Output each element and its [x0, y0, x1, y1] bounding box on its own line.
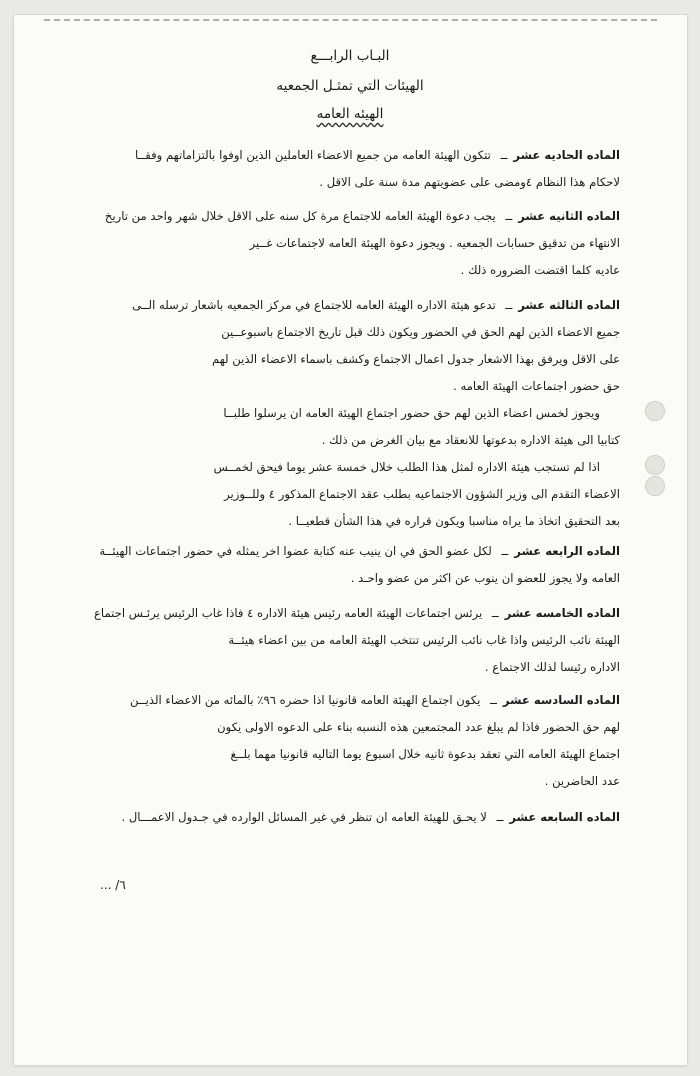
article-text-line: كتابيا الى هيئة الاداره بدعوتها للانعقاد مع بيان الغرض من ذلك . [321, 433, 620, 447]
article-text-line: لاحكام هذا النظام ٤ومضى على عضويتهم مدة سنة على الاقل . [319, 175, 620, 189]
article-text-line: الانتهاء من تدقيق حسابات الجمعيه . ويجوز دعوة الهيئة العامه لاجتماعات غــير [249, 236, 620, 250]
next-page-marker: ٦/ ... [100, 878, 126, 892]
article-text-line: ويجوز لخمس اعضاء الذين لهم حق حضور اجتماع الهيئة العامه ان يرسلوا طلبــا [223, 406, 600, 420]
article-16: الماده السادسه عشرــ يكون اجتماع الهيئة العامه قانونيا اذا حضره ٩٦٪ بالمائه من الاعضاء الذيــن لهم حق الحضور فاذا لم يبلغ عدد المجتمعين هذه النسبه بناء على الدعوه الاولى يكون اجتماع الهيئة العامه التي تعقد بدعوة ثانيه خلال اسبوع يوما التاليه قانونيا مهما بلــغ عدد الحاضرين . [80, 687, 620, 795]
article-12: الماده الثانيه عشرــ يجب دعوة الهيئة العامه للاجتماع مرة كل سنه على الاقل خلال شهر واحد من تاريخ الانتهاء من تدقيق حسابات الجمعيه . ويجوز دعوة الهيئة العامه لاجتماعات غــير عاديه كلما اقتضت الضروره ذلك . [80, 203, 620, 284]
article-text-line: بعد التحقيق اتخاذ ما يراه مناسبا ويكون قراره في هذا الشأن قطعيــا . [288, 514, 620, 528]
chapter-title: الهيئات التي تمثـل الجمعيه [276, 78, 424, 94]
article-label: الماده الرابعه عشر [514, 544, 620, 558]
article-label: الماده الثانيه عشر [518, 209, 620, 223]
article-text-line: جميع الاعضاء الذين لهم الحق في الحضور ويكون ذلك قبل تاريخ الاجتماع باسبوعــين [221, 325, 620, 339]
article-text-line: عدد الحاضرين . [544, 774, 620, 788]
article-14: الماده الرابعه عشرــ لكل عضو الحق في ان ينيب عنه كتابة عضوا اخر يمثله في حضور اجتماعات الهيئــة العامه ولا يجوز للعضو ان ينوب عن اكثر من عضو واحـد . [80, 538, 620, 592]
article-label: الماده السادسه عشر [502, 693, 620, 707]
article-text-line: لكل عضو الحق في ان ينيب عنه كتابة عضوا اخر يمثله في حضور اجتماعات الهيئــة [99, 544, 492, 558]
article-text-line: الاعضاء التقدم الى وزير الشؤون الاجتماعيه بطلب عقد الاجتماع المذكور ٤ وللــوزير [224, 487, 620, 501]
binder-hole [645, 455, 665, 475]
article-text-line: الاداره رئيسا لذلك الاجتماع . [484, 660, 620, 674]
article-label: الماده السابعه عشر [509, 810, 620, 824]
article-text-line: اذا لم تستجب هيئة الاداره لمثل هذا الطلب خلال خمسة عشر يوما فيحق لخمــس [213, 460, 600, 474]
article-15: الماده الخامسه عشرــ يرئس اجتماعات الهيئة العامه رئيس هيئة الاداره ٤ فاذا غاب الرئيس يرئـس اجتماع الهيئة نائب الرئيس واذا غاب نائب الرئيس تنتخب الهيئة العامه من بين اعضاء هيئــة الاداره رئيسا لذلك الاجتماع . [80, 600, 620, 681]
article-text-line: يرئس اجتماعات الهيئة العامه رئيس هيئة الاداره ٤ فاذا غاب الرئيس يرئـس اجتماع [94, 606, 483, 620]
binder-hole [645, 401, 665, 421]
article-text-line: تتكون الهيئة العامه من جميع الاعضاء العاملين الذين اوفوا بالتزاماتهم وفقــا [134, 148, 491, 162]
article-text-line: العامه ولا يجوز للعضو ان ينوب عن اكثر من عضو واحـد . [350, 571, 620, 585]
article-text-line: يكون اجتماع الهيئة العامه قانونيا اذا حضره ٩٦٪ بالمائه من الاعضاء الذيــن [130, 693, 481, 707]
article-text-line: لا يحـق للهيئة العامه ان تنظر في غير المسائل الوارده في جـدول الاعمـــال . [121, 810, 487, 824]
article-text-line: تدعو هيئة الاداره الهيئة العامه للاجتماع في مركز الجمعيه باشعار ترسله الــى [132, 298, 496, 312]
article-text-line: عاديه كلما اقتضت الضروره ذلك . [460, 263, 620, 277]
article-label: الماده الخامسه عشر [504, 606, 620, 620]
article-label: الماده الحاديه عشر [513, 148, 620, 162]
article-text-line: حق حضور اجتماعات الهيئة العامه . [453, 379, 620, 393]
top-edge-line [44, 19, 657, 23]
article-text-line: الهيئة نائب الرئيس واذا غاب نائب الرئيس تنتخب الهيئة العامه من بين اعضاء هيئــة [228, 633, 620, 647]
chapter-heading: البـاب الرابـــع [310, 48, 390, 64]
article-17: الماده السابعه عشرــ لا يحـق للهيئة العامه ان تنظر في غير المسائل الوارده في جـدول الاعمـــال . [121, 810, 620, 824]
section-title: الهيئه العامه [316, 106, 384, 122]
article-text-line: يجب دعوة الهيئة العامه للاجتماع مرة كل سنه على الاقل خلال شهر واحد من تاريخ [104, 209, 496, 223]
article-text-line: لهم حق الحضور فاذا لم يبلغ عدد المجتمعين هذه النسبه بناء على الدعوه الاولى يكون [217, 720, 620, 734]
binder-hole [645, 476, 665, 496]
article-text-line: على الاقل ويرفق بهذا الاشعار جدول اعمال الاجتماع وكشف باسماء الاعضاء الذين لهم [211, 352, 620, 366]
article-label: الماده الثالثه عشر [518, 298, 620, 312]
article-13: الماده الثالثه عشرــ تدعو هيئة الاداره الهيئة العامه للاجتماع في مركز الجمعيه باشعار ترسله الــى جميع الاعضاء الذين لهم الحق في الحضور ويكون ذلك قبل تاريخ الاجتماع باسبوعــين على الاقل ويرفق بهذا الاشعار جدول اعمال الاجتماع وكشف باسماء الاعضاء الذين لهم حق حضور اجتماعات الهيئة العامه . ويجوز لخمس اعضاء الذين لهم حق حضور اجتماع الهيئة العامه ان يرسلوا طلبــا كتابيا الى هيئة الاداره بدعوتها للانعقاد مع بيان الغرض من ذلك . اذا لم تستجب هيئة الاداره لمثل هذا الطلب خلال خمسة عشر يوما فيحق لخمــس الاعضاء التقدم الى وزير الشؤون الاجتماعيه بطلب عقد الاجتماع المذكور ٤ وللــوزير بعد التحقيق اتخاذ ما يراه مناسبا ويكون قراره في هذا الشأن قطعيــا . [80, 292, 620, 535]
article-11: الماده الحاديه عشرــ تتكون الهيئة العامه من جميع الاعضاء العاملين الذين اوفوا بالتزاماتهم وفقــا لاحكام هذا النظام ٤ومضى على عضويتهم مدة سنة على الاقل . [80, 142, 620, 196]
article-text-line: اجتماع الهيئة العامه التي تعقد بدعوة ثانيه خلال اسبوع يوما التاليه قانونيا مهما بلــغ [230, 747, 620, 761]
